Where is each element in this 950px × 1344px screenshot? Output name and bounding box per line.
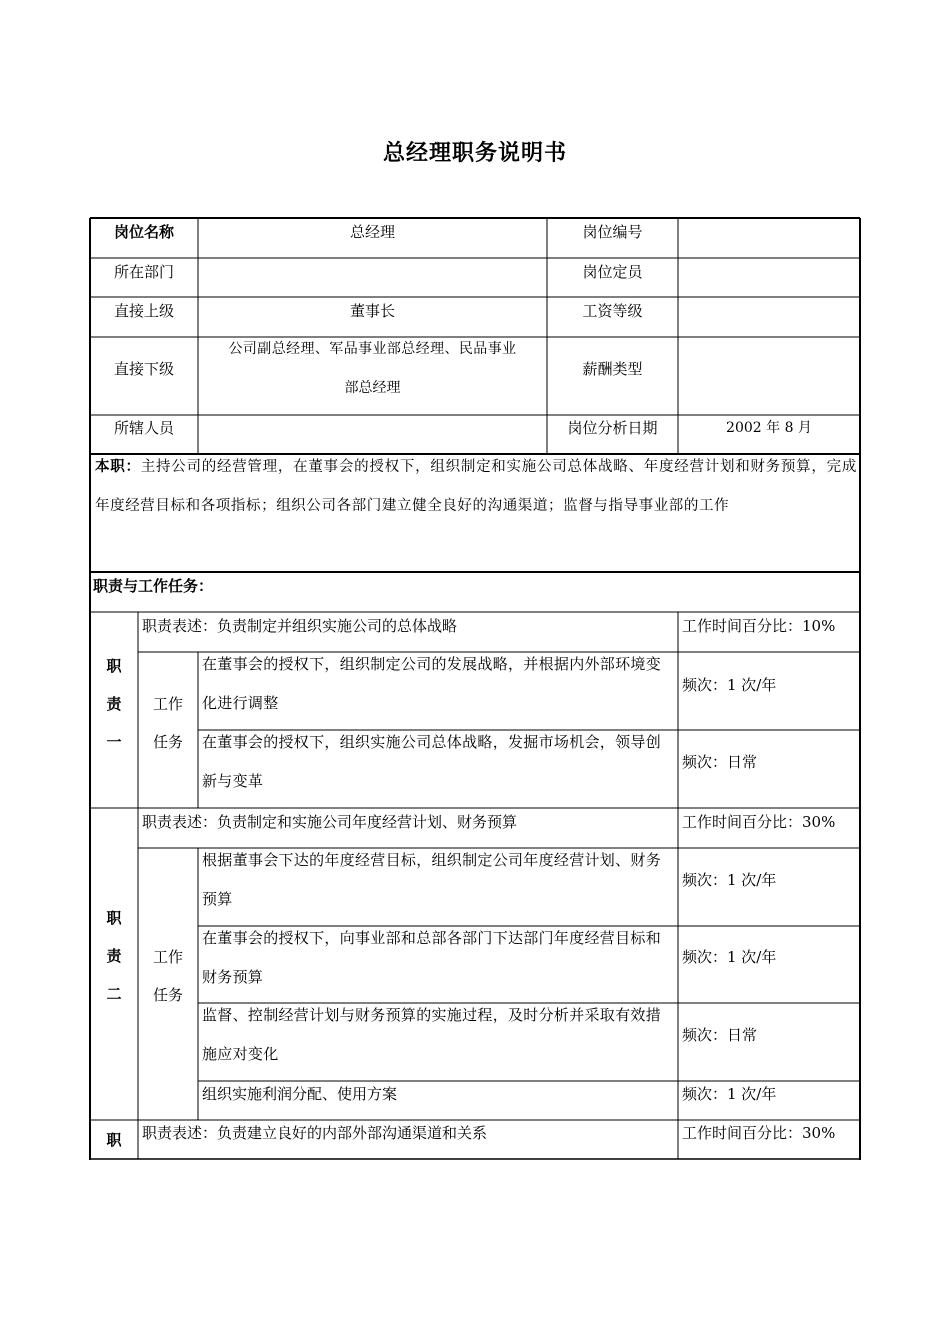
position-no-label: 岗位编号 — [582, 223, 643, 241]
duty-one-task-1: 在董事会的授权下，组织制定公司的发展战略，并根据内外部环境变化进行调整 — [202, 655, 662, 712]
position-name-label: 岗位名称 — [113, 223, 174, 241]
duty-two-task-4-frequency: 频次：1 次/年 — [682, 1085, 777, 1103]
duty-two-task-1: 根据董事会下达的年度经营目标，组织制定公司年度经营计划、财务预算 — [202, 851, 662, 908]
duty-two-task-2-frequency: 频次：1 次/年 — [682, 948, 777, 966]
salary-grade-label: 工资等级 — [582, 302, 643, 320]
duty-one-task-2-frequency: 频次：日常 — [682, 753, 758, 771]
duty-two-task-3: 监督、控制经营计划与财务预算的实施过程，及时分析并采取有效措施应对变化 — [202, 1006, 662, 1063]
duty-one-task-2: 在董事会的授权下，组织实施公司总体战略，发掘市场机会，领导创新与变革 — [202, 733, 662, 790]
duty-summary — [95, 448, 857, 525]
duty-two-description: 职责表述：负责制定和实施公司年度经营计划、财务预算 — [142, 813, 518, 831]
duty-two-task-3-frequency: 频次：日常 — [682, 1026, 758, 1044]
department-label: 所在部门 — [113, 263, 174, 281]
duty-two-task-4: 组织实施利润分配、使用方案 — [202, 1085, 398, 1103]
page-title: 总经理职务说明书 — [382, 141, 567, 166]
duty-three-description: 职责表述：负责建立良好的内部外部沟通渠道和关系 — [142, 1124, 488, 1142]
duty-summary-label: 本职： — [95, 459, 141, 475]
superior-label: 直接上级 — [113, 302, 174, 320]
duty-three-label: 职 — [106, 1131, 122, 1149]
duty-one-time-percent: 工作时间百分比：10% — [682, 617, 836, 635]
subordinates-value-line1: 公司副总经理、军品事业部总经理、民品事业 — [228, 341, 517, 357]
duty-two-task-label: 工作 任务 — [152, 948, 183, 1004]
position-name-value: 总经理 — [349, 223, 395, 241]
analysis-date-label: 岗位分析日期 — [567, 419, 658, 437]
duty-three-time-percent: 工作时间百分比：30% — [682, 1124, 836, 1142]
superior-value: 董事长 — [349, 302, 395, 320]
duty-one-label: 职 责 一 — [106, 657, 122, 751]
pay-type-label: 薪酬类型 — [582, 360, 643, 378]
duty-two-task-2: 在董事会的授权下，向事业部和总部各部门下达部门年度经营目标和财务预算 — [202, 929, 662, 986]
analysis-date-value: 2002 年 8 月 — [726, 420, 812, 436]
headcount-label: 岗位定员 — [582, 263, 643, 281]
responsibilities-heading: 职责与工作任务： — [93, 577, 214, 595]
duty-two-time-percent: 工作时间百分比：30% — [682, 813, 836, 831]
duty-two-label: 职 责 二 — [106, 909, 122, 1003]
duty-two-task-1-frequency: 频次：1 次/年 — [682, 871, 777, 889]
duty-one-task-1-frequency: 频次：1 次/年 — [682, 676, 777, 694]
subordinates-label: 直接下级 — [113, 360, 174, 378]
subordinates-value-line2: 部总经理 — [344, 380, 401, 396]
duty-one-description: 职责表述：负责制定并组织实施公司的总体战略 — [142, 617, 458, 635]
duty-summary-text: 主持公司的经营管理，在董事会的授权下，组织制定和实施公司总体战略、年度经营计划和财务预算，完成年度经营目标和各项指标；组织公司各部门建立健全良好的沟通渠道；监督与指导事业部的工作 — [95, 459, 857, 514]
jurisdiction-label: 所辖人员 — [113, 419, 174, 437]
duty-one-task-label: 工作 任务 — [152, 695, 183, 751]
